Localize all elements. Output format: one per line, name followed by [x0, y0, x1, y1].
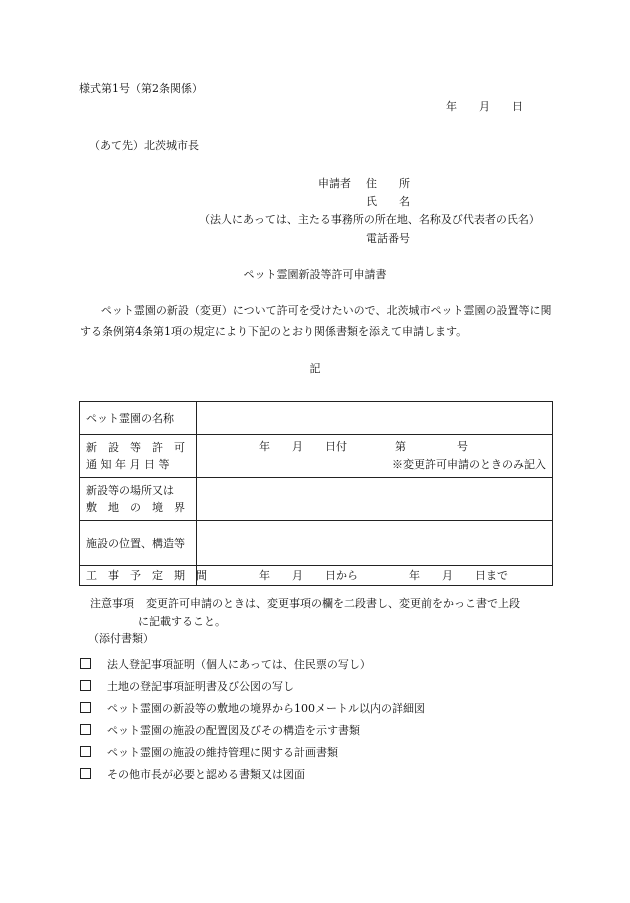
- list-item: [80, 742, 425, 764]
- notes-line-1: [90, 595, 520, 613]
- list-item: [80, 764, 425, 786]
- label-line: 通 知 年 月 日 等: [86, 458, 170, 471]
- notes-section: [90, 595, 520, 631]
- label-permit-date: [80, 435, 197, 478]
- label-location: [80, 478, 197, 521]
- table-row-permit-date: [80, 435, 553, 478]
- value-period[interactable]: [197, 566, 553, 586]
- label-line: 新設等の場所又は: [86, 484, 174, 497]
- attachment-text: 土地の登記事項証明書及び公図の写し: [107, 680, 294, 693]
- notes-text-2: に記載すること。: [138, 615, 226, 628]
- attachment-text: その他市長が必要と認める書類又は図面: [107, 768, 305, 781]
- list-item: [80, 720, 425, 742]
- label-line: 施設の位置、構造等: [86, 536, 185, 550]
- applicant-role-label: 申請者: [318, 177, 351, 190]
- permit-note: ※変更許可申請のときのみ記入: [392, 458, 546, 471]
- attachment-text: ペット霊園の新設等の敷地の境界から100メートル以内の詳細図: [107, 702, 425, 715]
- period-from: 年 月 日から: [259, 568, 358, 582]
- applicant-corp-note: （法人にあっては、主たる事務所の所在地、名称及び代表者の氏名）: [199, 213, 540, 226]
- application-table: [79, 401, 553, 586]
- attachments-heading: （添付書類）: [88, 632, 154, 645]
- label-period: [80, 566, 207, 586]
- table-row-structure: [80, 521, 553, 566]
- label-line: 敷 地 の 境 界: [86, 501, 185, 514]
- notes-heading: 注意事項: [90, 597, 134, 610]
- table-row-period: [80, 566, 553, 586]
- applicant-address-label: 住 所: [366, 177, 410, 190]
- permit-date-text: 年 月 日付: [259, 440, 347, 453]
- checkbox[interactable]: [80, 680, 91, 691]
- permit-no-suffix: 号: [457, 440, 468, 453]
- attachment-text: ペット霊園の施設の配置図及びその構造を示す書類: [107, 724, 360, 737]
- checkbox[interactable]: [80, 658, 91, 669]
- value-location[interactable]: [197, 478, 553, 521]
- checkbox[interactable]: [80, 746, 91, 757]
- period-to: 年 月 日まで: [409, 568, 508, 582]
- checkbox[interactable]: [80, 768, 91, 779]
- label-structure: [80, 521, 197, 566]
- document-title: ペット霊園新設等許可申請書: [243, 268, 387, 281]
- date-line: 年 月 日: [446, 100, 523, 113]
- body-paragraph-text: ペット霊園の新設（変更）について許可を受けたいので、北茨城市ペット霊園の設置等に関する条例第4条第1項の規定により下記のとおり関係書類を添えて申請します。: [80, 304, 552, 338]
- label-line: 工 事 予 定 期 間: [86, 569, 207, 582]
- table-row-location: [80, 478, 553, 521]
- attachment-text: 法人登記事項証明（個人にあっては、住民票の写し）: [107, 658, 371, 671]
- attachment-text: ペット霊園の施設の維持管理に関する計画書類: [107, 746, 338, 759]
- permit-no-prefix: 第: [395, 440, 406, 453]
- checkbox[interactable]: [80, 724, 91, 735]
- addressee: （あて先）北茨城市長: [89, 139, 199, 152]
- list-item: [80, 698, 425, 720]
- value-structure[interactable]: [197, 521, 553, 566]
- body-paragraph: [80, 300, 555, 342]
- value-cemetery-name[interactable]: [197, 402, 553, 435]
- applicant-phone-label: 電話番号: [366, 232, 410, 245]
- table-row-name: [80, 402, 553, 435]
- checkbox[interactable]: [80, 702, 91, 713]
- notes-text-1: 変更許可申請のときは、変更事項の欄を二段書し、変更前をかっこ書で上段: [146, 597, 520, 610]
- label-line: 新 設 等 許 可: [86, 441, 185, 454]
- value-permit-date[interactable]: [197, 435, 553, 478]
- label-cemetery-name: [80, 402, 197, 435]
- ki-heading: 記: [309, 362, 321, 375]
- list-item: [80, 654, 425, 676]
- attachments-list: [80, 654, 425, 786]
- list-item: [80, 676, 425, 698]
- form-number: 様式第1号（第2条関係）: [79, 82, 203, 95]
- applicant-name-label: 氏 名: [366, 195, 410, 208]
- label-line: ペット霊園の名称: [86, 411, 174, 425]
